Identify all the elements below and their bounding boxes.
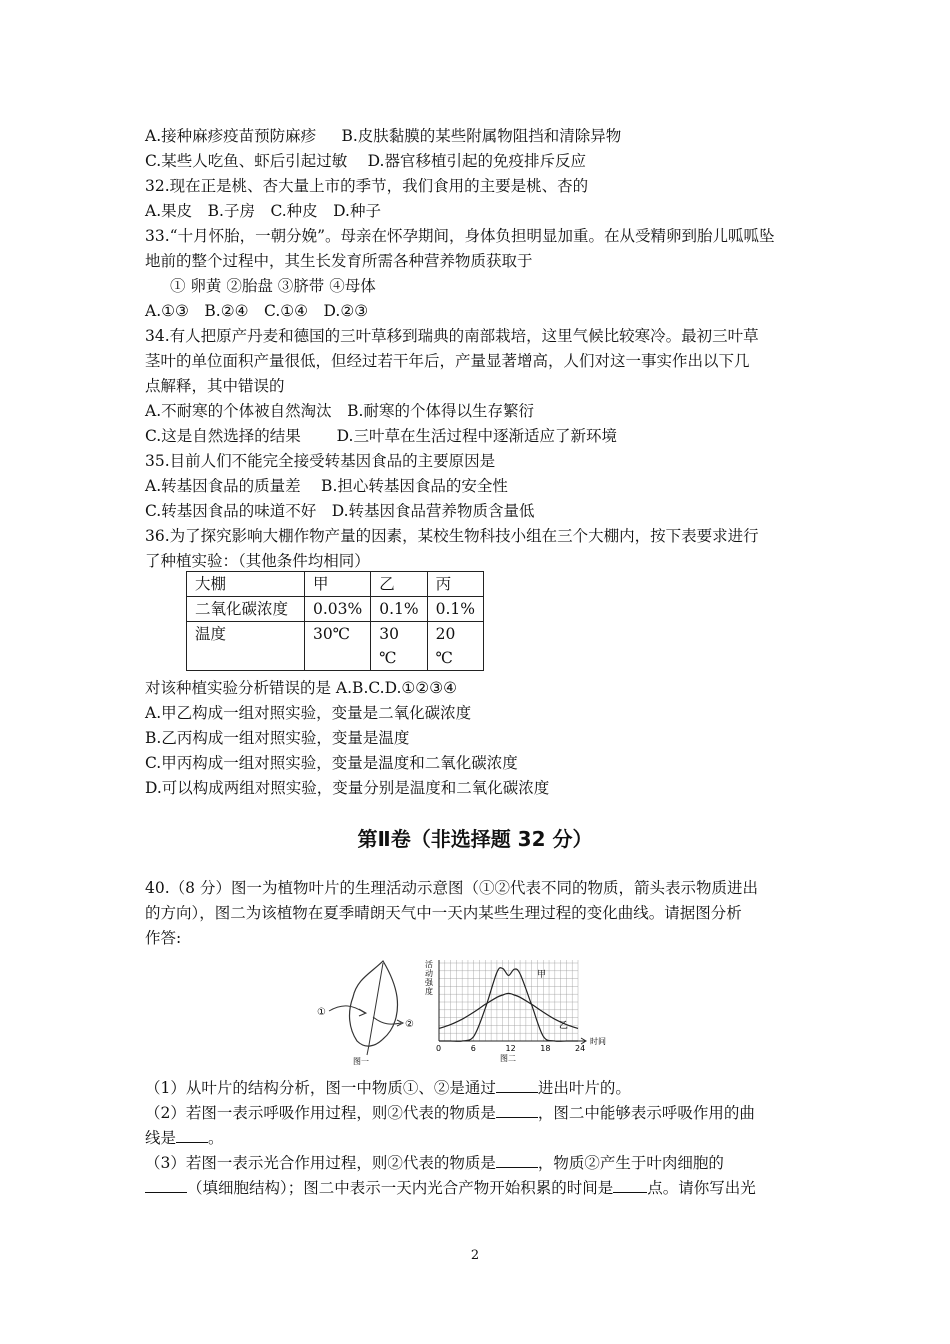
- table-cell: 大棚: [187, 572, 305, 597]
- chart-grid: [439, 960, 578, 1041]
- curve-yi-label: 乙: [559, 1021, 569, 1031]
- experiment-table: [186, 571, 484, 671]
- q33-options: A.①③ B.②④ C.①④ D.②③: [145, 302, 369, 320]
- q34-stem-line1: 34.有人把原产丹麦和德国的三叶草移到瑞典的南部栽培，这里气候比较寒冷。最初三叶草: [145, 327, 759, 345]
- q40-sub3-tail: 点。请你写出光: [647, 1179, 756, 1197]
- table-cell: 乙: [371, 572, 427, 597]
- q36-analysis: 对该种植实验分析错误的是 A.B.C.D.①②③④: [145, 679, 457, 697]
- table-cell: 0.1%: [427, 597, 483, 622]
- q34-stem-line3: 点解释，其中错误的: [145, 377, 285, 395]
- q36-option-c: C.甲丙构成一组对照实验，变量是温度和二氧化碳浓度: [145, 754, 518, 772]
- answer-blank[interactable]: [145, 1178, 187, 1193]
- table-row: [187, 597, 484, 622]
- q36-option-b: B.乙丙构成一组对照实验，变量是温度: [145, 729, 410, 747]
- q40-sub1-tail: 进出叶片的。: [537, 1079, 631, 1097]
- y-label-char: 度: [425, 987, 433, 996]
- q40-sub2-end: 。: [208, 1129, 224, 1147]
- q40-sub3-mid: ，物质②产生于叶肉细胞的: [537, 1154, 724, 1172]
- answer-blank[interactable]: [496, 1078, 538, 1093]
- q36-option-d: D.可以构成两组对照实验，变量分别是温度和二氧化碳浓度: [145, 779, 550, 797]
- leaf-outline-icon: [350, 961, 398, 1046]
- q32-stem: 32.现在正是桃、杏大量上市的季节，我们食用的主要是桃、杏的: [145, 177, 589, 195]
- q40-sub2-cont: [145, 1128, 224, 1148]
- q34-options-cd: C.这是自然选择的结果 D.三叶草在生活过程中逐渐适应了新环境: [145, 427, 617, 445]
- q35-options-cd: C.转基因食品的味道不好 D.转基因食品营养物质含量低: [145, 502, 535, 520]
- q34-stem-line2: 茎叶的单位面积产量很低，但经过若干年后，产量显著增高，人们对这一事实作出以下几: [145, 352, 750, 370]
- y-label-char: 强: [425, 978, 433, 987]
- leaf-diagram: [313, 955, 428, 1067]
- temp-unit: ℃: [379, 649, 397, 667]
- x-tick-label: 0: [436, 1044, 442, 1053]
- x-tick-label: 12: [505, 1044, 516, 1053]
- q34-options-ab: A.不耐寒的个体被自然淘汰 B.耐寒的个体得以生存繁衍: [145, 402, 534, 420]
- activity-chart: [420, 955, 620, 1067]
- table-row: [187, 622, 484, 671]
- q35-stem: 35.目前人们不能完全接受转基因食品的主要原因是: [145, 452, 496, 470]
- table-cell: 0.03%: [305, 597, 371, 622]
- q33-stem-line2: 地前的整个过程中，其生长发育所需各种营养物质获取于: [145, 252, 533, 270]
- q31-options-cd: C.某些人吃鱼、虾后引起过敏 D.器官移植引起的免疫排斥反应: [145, 152, 586, 170]
- table-cell: 甲: [305, 572, 371, 597]
- answer-blank[interactable]: [613, 1178, 647, 1193]
- x-tick-label: 18: [540, 1044, 551, 1053]
- q36-stem-line1: 36.为了探究影响大棚作物产量的因素，某校生物科技小组在三个大棚内，按下表要求进行: [145, 527, 759, 545]
- q33-items: ① 卵黄 ②胎盘 ③脐带 ④母体: [170, 277, 376, 295]
- x-tick-label: 6: [470, 1044, 476, 1053]
- table-cell: 温度: [187, 622, 305, 671]
- x-ticks: [436, 1044, 585, 1053]
- q40-sub3-cont: [145, 1178, 756, 1198]
- fig2-caption: 图二: [500, 1054, 516, 1063]
- curve-jia-label: 甲: [537, 970, 547, 980]
- fig1-caption: 图一: [353, 1057, 369, 1066]
- arrow-out-line: [373, 1017, 401, 1024]
- table-cell: 30℃: [305, 622, 371, 671]
- table-cell: 二氧化碳浓度: [187, 597, 305, 622]
- table-cell: [427, 622, 483, 671]
- fig1-label-2: ②: [405, 1019, 414, 1030]
- temp-value: 30: [379, 625, 399, 643]
- q40-sub1-text: （1）从叶片的结构分析，图一中物质①、②是通过: [145, 1079, 496, 1097]
- q40-stem-line1: 40.（8 分）图一为植物叶片的生理活动示意图（①②代表不同的物质，箭头表示物质进出: [145, 879, 758, 897]
- temp-unit: ℃: [435, 649, 453, 667]
- page-number: 2: [470, 1248, 480, 1263]
- q40-sub2-mid: ，图二中能够表示呼吸作用的曲: [537, 1104, 755, 1122]
- answer-blank[interactable]: [496, 1103, 538, 1118]
- y-label-char: 动: [425, 969, 433, 978]
- answer-blank[interactable]: [176, 1128, 208, 1143]
- q40-sub2-text: （2）若图一表示呼吸作用过程，则②代表的物质是: [145, 1104, 496, 1122]
- table-cell: 丙: [427, 572, 483, 597]
- q40-sub1: [145, 1078, 631, 1098]
- q40-sub2: [145, 1103, 755, 1123]
- q35-options-ab: A.转基因食品的质量差 B.担心转基因食品的安全性: [145, 477, 508, 495]
- section-title: 第Ⅱ卷（非选择题 32 分）: [357, 827, 593, 851]
- x-axis-label: 时间: [590, 1037, 606, 1046]
- temp-value: 20: [435, 625, 456, 643]
- q40-stem-line2: 的方向），图二为该植物在夏季晴朗天气中一天内某些生理过程的变化曲线。请据图分析: [145, 904, 742, 922]
- q40-sub3-text: （3）若图一表示光合作用过程，则②代表的物质是: [145, 1154, 496, 1172]
- q40-sub3: [145, 1153, 724, 1173]
- fig1-label-1: ①: [317, 1007, 326, 1018]
- q40-stem-line3: 作答:: [145, 929, 182, 947]
- q40-sub2-tail: 线是: [145, 1129, 177, 1147]
- answer-blank[interactable]: [496, 1153, 538, 1168]
- arrow-in-head-icon: [359, 1009, 366, 1016]
- table-cell: [371, 622, 427, 671]
- table-row: [187, 572, 484, 597]
- q31-options-ab: A.接种麻疹疫苗预防麻疹 B.皮肤黏膜的某些附属物阻挡和清除异物: [145, 127, 622, 145]
- table-cell: 0.1%: [371, 597, 427, 622]
- q36-option-a: A.甲乙构成一组对照实验，变量是二氧化碳浓度: [145, 704, 472, 722]
- x-tick-label: 24: [575, 1044, 586, 1053]
- q40-sub3-text2: （填细胞结构）；图二中表示一天内光合产物开始积累的时间是: [187, 1179, 614, 1197]
- q33-stem-line1: 33.“十月怀胎，一朝分娩”。母亲在怀孕期间，身体负担明显加重。在从受精卵到胎儿呱呱坠: [145, 227, 775, 245]
- q32-options: A.果皮 B.子房 C.种皮 D.种子: [145, 202, 381, 220]
- y-label-char: 活: [425, 960, 433, 969]
- q36-stem-line2: 了种植实验：（其他条件均相同）: [145, 552, 370, 570]
